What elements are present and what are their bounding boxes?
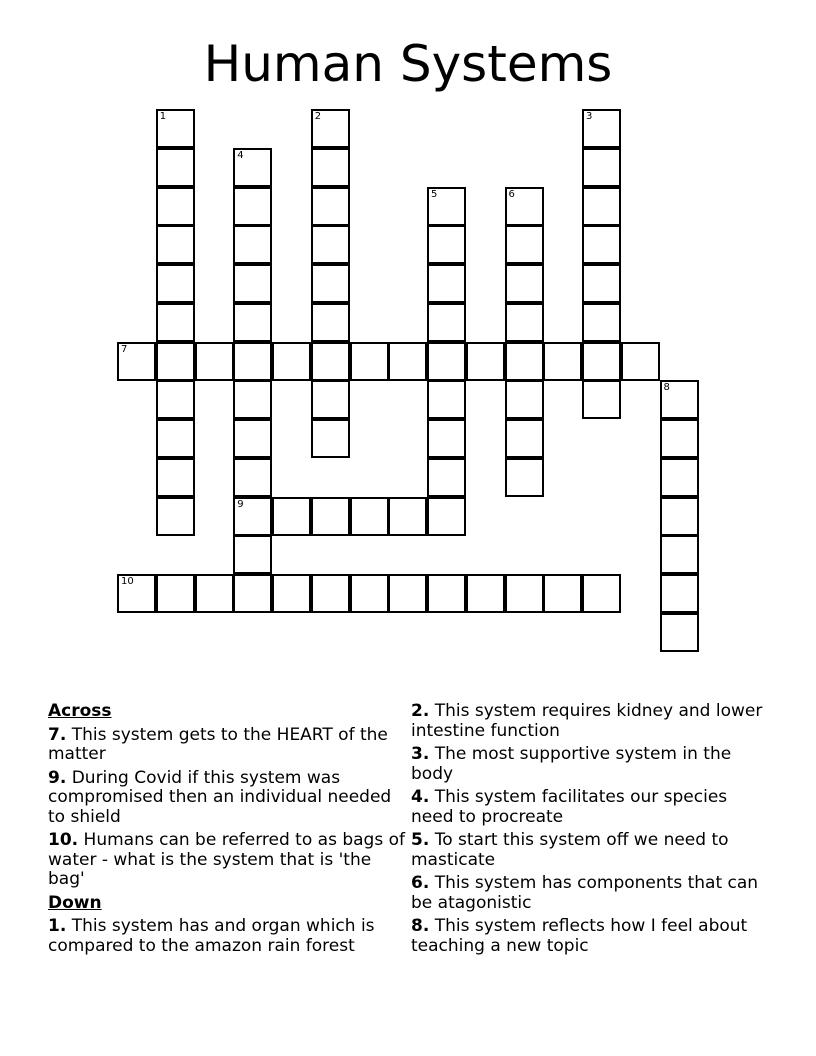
grid-cell[interactable]: [311, 380, 350, 419]
clue-across-7: 7. This system gets to the HEART of the matter: [48, 724, 388, 764]
grid-cell[interactable]: [543, 574, 582, 613]
down-heading: Down: [48, 892, 102, 913]
grid-cell[interactable]: [233, 187, 272, 226]
clue-down-8: 8. This system reflects how I feel about teaching a new topic: [411, 916, 748, 956]
clue-number: 7: [121, 343, 128, 355]
grid-cell[interactable]: [311, 148, 350, 187]
grid-cell[interactable]: [427, 225, 466, 264]
grid-cell[interactable]: [311, 225, 350, 264]
grid-cell[interactable]: [466, 574, 505, 613]
clue-number: 1: [159, 111, 167, 122]
grid-cell[interactable]: [311, 264, 350, 303]
grid-cell[interactable]: [388, 497, 427, 536]
grid-cell[interactable]: [660, 613, 699, 652]
grid-cell[interactable]: [233, 380, 272, 419]
grid-cell[interactable]: [660, 380, 699, 419]
grid-cell[interactable]: [350, 574, 389, 613]
grid-cell[interactable]: [660, 419, 699, 458]
clues-left-column: [48, 702, 408, 960]
grid-cell[interactable]: [543, 342, 582, 381]
grid-cell[interactable]: [427, 419, 466, 458]
grid-cell[interactable]: [233, 342, 272, 381]
grid-cell[interactable]: [311, 419, 350, 458]
page-title: Human Systems: [203, 35, 613, 93]
grid-cell[interactable]: [660, 497, 699, 536]
clue-down-2: 2. This system requires kidney and lower intestine function: [411, 701, 763, 741]
clue-number: 6: [508, 188, 515, 200]
grid-cell[interactable]: [117, 342, 156, 381]
grid-cell[interactable]: [660, 458, 699, 497]
grid-cell[interactable]: [156, 303, 195, 342]
grid-cell[interactable]: [388, 574, 427, 613]
grid-cell[interactable]: [311, 497, 350, 536]
clue-down-3: 3. The most supportive system in the body: [411, 744, 732, 784]
clue-across-10: 10. Humans can be referred to as bags of water - what is the system that is 'the bag': [48, 830, 405, 889]
grid-cell[interactable]: [427, 458, 466, 497]
grid-cell[interactable]: [195, 342, 234, 381]
grid-cell[interactable]: [350, 497, 389, 536]
grid-cell[interactable]: [582, 380, 621, 419]
grid-cell[interactable]: [505, 225, 544, 264]
grid-cell[interactable]: [233, 225, 272, 264]
grid-cell[interactable]: [233, 574, 272, 613]
grid-cell[interactable]: [505, 187, 544, 226]
grid-cell[interactable]: [156, 458, 195, 497]
grid-cell[interactable]: [582, 148, 621, 187]
grid-cell[interactable]: [505, 574, 544, 613]
grid-cell[interactable]: [233, 148, 272, 187]
grid-cell[interactable]: [505, 303, 544, 342]
clue-number: 10: [121, 576, 134, 587]
grid-cell[interactable]: [582, 303, 621, 342]
clue-number: 8: [663, 382, 670, 394]
grid-cell[interactable]: [582, 342, 621, 381]
grid-cell[interactable]: [233, 458, 272, 497]
grid-cell[interactable]: [156, 148, 195, 187]
grid-cell[interactable]: [156, 264, 195, 303]
grid-cell[interactable]: [427, 574, 466, 613]
grid-cell[interactable]: [582, 264, 621, 303]
grid-cell[interactable]: [660, 574, 699, 613]
grid-cell[interactable]: [233, 535, 272, 574]
grid-cell[interactable]: [311, 109, 350, 148]
grid-cell[interactable]: [505, 342, 544, 381]
grid-cell[interactable]: [427, 264, 466, 303]
grid-cell[interactable]: [156, 342, 195, 381]
grid-cell[interactable]: [156, 109, 195, 148]
grid-cell[interactable]: [311, 187, 350, 226]
grid-cell[interactable]: [427, 187, 466, 226]
grid-cell[interactable]: [582, 109, 621, 148]
clue-down-6: 6. This system has components that can be atagonistic: [411, 873, 759, 913]
grid-cell[interactable]: [117, 574, 156, 613]
grid-cell[interactable]: [582, 225, 621, 264]
grid-cell[interactable]: [156, 225, 195, 264]
grid-cell[interactable]: [427, 342, 466, 381]
grid-cell[interactable]: [621, 342, 660, 381]
grid-cell[interactable]: [272, 342, 311, 381]
grid-cell[interactable]: [156, 380, 195, 419]
clue-across-9: 9. During Covid if this system was compromised then an individual needed to shield: [48, 767, 392, 827]
grid-cell[interactable]: [427, 303, 466, 342]
clue-number: 4: [237, 149, 244, 161]
grid-cell[interactable]: [272, 497, 311, 536]
grid-cell[interactable]: [156, 187, 195, 226]
clues-right-column: [411, 702, 771, 960]
clue-down-4: 4. This system facilitates our species need to procreate: [411, 787, 728, 827]
grid-cell[interactable]: [233, 419, 272, 458]
grid-cell[interactable]: [311, 574, 350, 613]
grid-cell[interactable]: [350, 342, 389, 381]
grid-cell[interactable]: [156, 574, 195, 613]
grid-cell[interactable]: [195, 574, 234, 613]
grid-cell[interactable]: [427, 497, 466, 536]
grid-cell[interactable]: [505, 419, 544, 458]
clue-down-1: 1. This system has and organ which is compared to the amazon rain forest: [48, 916, 375, 956]
grid-cell[interactable]: [582, 574, 621, 613]
grid-cell[interactable]: [311, 342, 350, 381]
grid-cell[interactable]: [233, 497, 272, 536]
grid-cell[interactable]: [582, 187, 621, 226]
grid-cell[interactable]: [466, 342, 505, 381]
clue-number: 5: [431, 188, 438, 200]
grid-cell[interactable]: [505, 264, 544, 303]
grid-cell[interactable]: [233, 303, 272, 342]
grid-cell[interactable]: [427, 380, 466, 419]
grid-cell[interactable]: [505, 380, 544, 419]
grid-cell[interactable]: [388, 342, 427, 381]
across-heading: Across: [48, 701, 112, 721]
grid-cell[interactable]: [505, 458, 544, 497]
clue-number: 2: [314, 111, 322, 122]
grid-cell[interactable]: [233, 264, 272, 303]
clue-number: 3: [586, 111, 593, 122]
grid-cell[interactable]: [156, 497, 195, 536]
grid-cell[interactable]: [660, 535, 699, 574]
clue-down-5: 5. To start this system off we need to masticate: [411, 830, 729, 870]
grid-cell[interactable]: [156, 419, 195, 458]
clue-number: 9: [237, 498, 244, 510]
grid-cell[interactable]: [272, 574, 311, 613]
grid-cell[interactable]: [311, 303, 350, 342]
